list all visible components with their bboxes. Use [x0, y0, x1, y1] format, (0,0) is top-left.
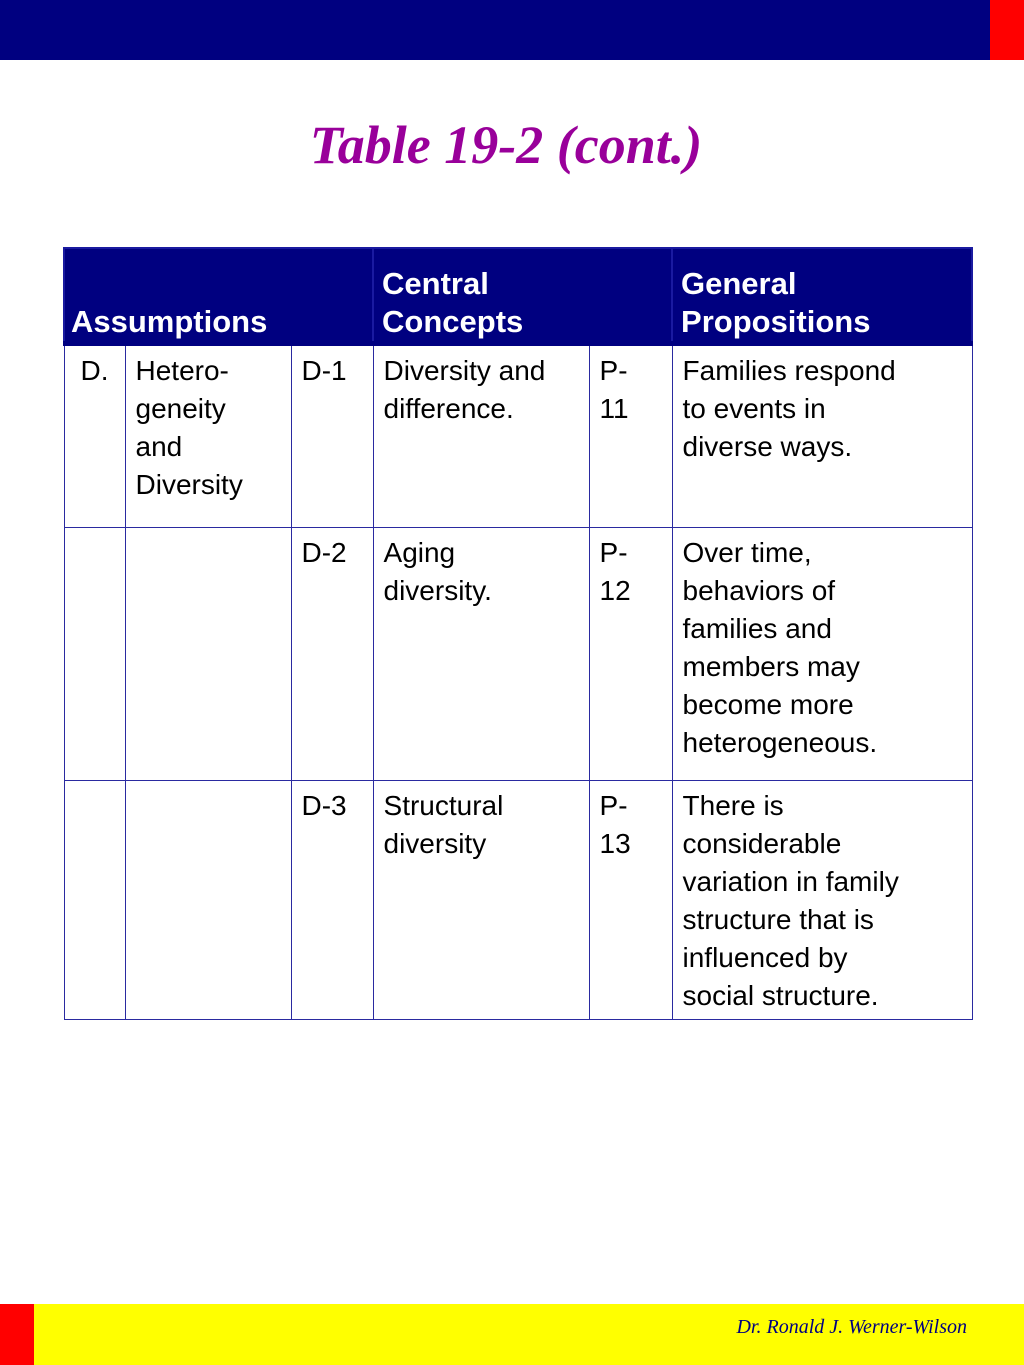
- cell-proposition-line: considerable: [682, 828, 842, 859]
- cell-concept-id: [291, 528, 373, 781]
- cell-concept: [373, 344, 589, 528]
- cell-letter: [64, 781, 125, 1020]
- header-assumptions: [64, 248, 373, 344]
- cell-proposition-id-line: 12: [599, 575, 631, 606]
- cell-concept-line: difference.: [383, 393, 514, 424]
- cell-concept-line: diversity.: [383, 575, 492, 606]
- cell-proposition-line: Families respond: [682, 355, 896, 386]
- cell-concept: [373, 781, 589, 1020]
- cell-concept-line: Structural: [383, 790, 504, 821]
- cell-assumption-line: Hetero-: [135, 355, 229, 386]
- footer-accent-block: [0, 1304, 34, 1365]
- header-central-concepts-line1: Central: [382, 266, 489, 301]
- top-banner: [0, 0, 1024, 60]
- cell-assumption: [125, 344, 291, 528]
- cell-proposition-id: [589, 528, 672, 781]
- table-row: [64, 528, 972, 781]
- cell-proposition-id: [589, 781, 672, 1020]
- cell-proposition-id-line: P-: [599, 790, 628, 821]
- header-general-propositions-line1: General: [681, 266, 797, 301]
- cell-proposition-line: structure that is: [682, 904, 874, 935]
- table-header-row: [64, 248, 972, 344]
- cell-concept: [373, 528, 589, 781]
- table-row: [64, 344, 972, 528]
- cell-concept-line: diversity: [383, 828, 487, 859]
- cell-assumption-line: and: [135, 431, 183, 462]
- cell-proposition-id-line: 13: [599, 828, 631, 859]
- cell-concept-line: Diversity and: [383, 355, 546, 386]
- top-accent-block: [990, 0, 1024, 60]
- header-general-propositions-line2: Propositions: [681, 304, 871, 339]
- header-assumptions-label: Assumptions: [71, 304, 268, 339]
- cell-proposition-line: families and: [682, 613, 832, 644]
- header-central-concepts-line2: Concepts: [382, 304, 524, 339]
- cell-concept-line: Aging: [383, 537, 456, 568]
- cell-proposition-line: become more: [682, 689, 854, 720]
- cell-proposition: [672, 781, 972, 1020]
- cell-assumption: [125, 528, 291, 781]
- table-row: [64, 781, 972, 1020]
- cell-concept-id-text: D-1: [301, 355, 347, 386]
- cell-proposition-line: behaviors of: [682, 575, 836, 606]
- cell-assumption-line: geneity: [135, 393, 226, 424]
- header-general-propositions: [672, 248, 972, 344]
- cell-letter-text: D.: [80, 355, 109, 386]
- footer-credit: Dr. Ronald J. Werner-Wilson: [736, 1316, 967, 1338]
- cell-assumption-line: Diversity: [135, 469, 243, 500]
- cell-proposition-line: social structure.: [682, 980, 879, 1011]
- cell-proposition: [672, 528, 972, 781]
- cell-concept-id-text: D-2: [301, 537, 347, 568]
- cell-concept-id: [291, 781, 373, 1020]
- cell-proposition-line: influenced by: [682, 942, 848, 973]
- cell-proposition: [672, 344, 972, 528]
- cell-proposition-id-line: 11: [599, 393, 629, 424]
- cell-proposition-id-line: P-: [599, 355, 628, 386]
- cell-letter: [64, 344, 125, 528]
- cell-proposition-id: [589, 344, 672, 528]
- cell-proposition-line: heterogeneous.: [682, 727, 878, 758]
- cell-concept-id: [291, 344, 373, 528]
- cell-proposition-line: Over time,: [682, 537, 812, 568]
- cell-proposition-line: to events in: [682, 393, 826, 424]
- cell-proposition-line: diverse ways.: [682, 431, 853, 462]
- cell-letter: [64, 528, 125, 781]
- cell-proposition-id-line: P-: [599, 537, 628, 568]
- cell-proposition-line: variation in family: [682, 866, 899, 897]
- concepts-table: [63, 247, 971, 1020]
- header-central-concepts: [373, 248, 672, 344]
- cell-proposition-line: There is: [682, 790, 784, 821]
- cell-proposition-line: members may: [682, 651, 860, 682]
- slide-title: Table 19-2 (cont.): [309, 115, 703, 175]
- cell-assumption: [125, 781, 291, 1020]
- cell-concept-id-text: D-3: [301, 790, 347, 821]
